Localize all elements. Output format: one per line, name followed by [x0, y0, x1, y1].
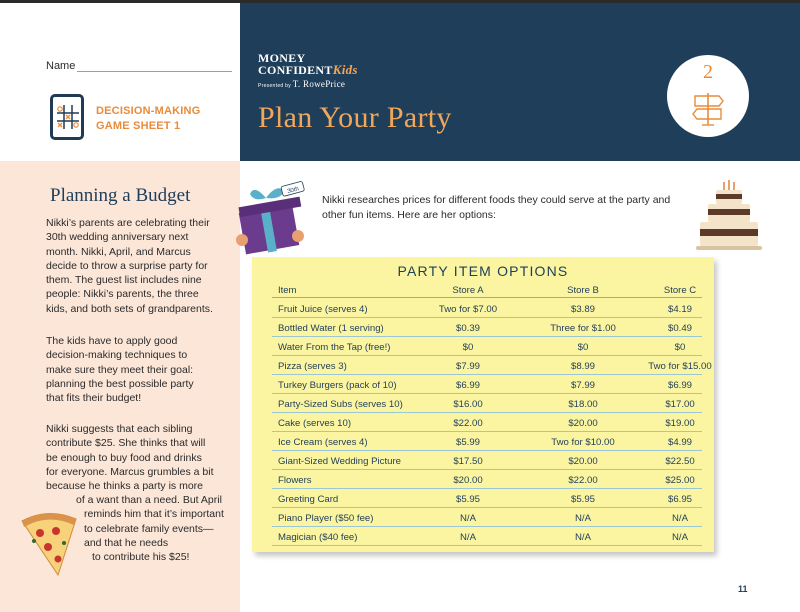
- table-row: [272, 375, 702, 394]
- cell-store-a: $5.95: [455, 494, 480, 505]
- header-store-b: Store B: [567, 285, 599, 296]
- brand-presented: [258, 79, 358, 92]
- cell-store-c: $0.49: [667, 323, 692, 334]
- cell-item: Fruit Juice (serves 4): [278, 304, 368, 315]
- game-sheet-line2: GAME SHEET 1: [96, 120, 181, 132]
- gift-tag-label: 30th: [286, 186, 300, 196]
- sidebar-title: Planning a Budget: [50, 185, 191, 206]
- cell-store-a: $17.50: [453, 456, 483, 467]
- cell-store-b: $3.89: [570, 304, 595, 315]
- pizza-slice-icon: [18, 507, 82, 579]
- text-line: them. The guest list includes nine: [46, 274, 202, 287]
- cell-store-c: $19.00: [665, 418, 695, 429]
- cell-store-a: $16.00: [453, 399, 483, 410]
- cell-store-a: $20.00: [453, 475, 483, 486]
- cell-store-b: Two for $10.00: [551, 437, 615, 448]
- wedding-cake-icon: [696, 176, 762, 252]
- table-row: [272, 356, 712, 375]
- cell-store-c: $4.19: [667, 304, 692, 315]
- table-row: [272, 413, 702, 432]
- cell-store-c: $17.00: [665, 399, 695, 410]
- game-sheet-title: [96, 104, 200, 134]
- text-line: kids, and both sets of grandparents.: [46, 302, 213, 315]
- cell-item: Giant-Sized Wedding Picture: [278, 456, 402, 467]
- cell-store-a: N/A: [460, 513, 476, 524]
- cell-store-c: $4.99: [667, 437, 692, 448]
- table-row: [272, 527, 702, 546]
- party-options-card: [252, 257, 714, 552]
- cell-store-b: N/A: [575, 532, 591, 543]
- text-line: because he thinks a party is more: [46, 480, 203, 493]
- cell-item: Bottled Water (1 serving): [278, 323, 384, 334]
- text-line: to contribute his $25!: [92, 551, 190, 564]
- table-row: [272, 432, 702, 451]
- cell-item: Party-Sized Subs (serves 10): [278, 399, 403, 410]
- sidebar-paragraph-2: [46, 334, 194, 405]
- text-line: decision-making techniques to: [46, 349, 188, 362]
- cell-store-c: $6.95: [667, 494, 692, 505]
- sidebar-paragraph-3: [46, 422, 214, 493]
- table-row: [272, 337, 702, 356]
- cell-item: Turkey Burgers (pack of 10): [278, 380, 397, 391]
- cell-store-a: Two for $7.00: [438, 304, 498, 315]
- text-line: 30th wedding anniversary next: [46, 231, 189, 244]
- text-line: planning the best possible party: [46, 377, 194, 390]
- cell-item: Water From the Tap (free!): [278, 342, 391, 353]
- table-row: [272, 318, 702, 337]
- cell-item: Cake (serves 10): [278, 418, 352, 429]
- name-field: [46, 60, 232, 72]
- text-line: of a want than a need. But April: [76, 494, 222, 506]
- header-item: Item: [278, 285, 297, 296]
- cell-item: Magician ($40 fee): [278, 532, 358, 543]
- table-row: [272, 299, 702, 318]
- text-line: that fits their budget!: [46, 392, 142, 405]
- intro-text: [322, 193, 682, 223]
- brand-logo: [258, 53, 358, 92]
- sidebar-paragraph-1: [46, 216, 213, 316]
- table-row: [272, 394, 702, 413]
- step-badge: [667, 55, 749, 137]
- cell-item: Pizza (serves 3): [278, 361, 347, 372]
- text-line: month. Nikki, April, and Marcus: [46, 245, 191, 258]
- cell-store-b: $8.99: [570, 361, 595, 372]
- cell-item: Piano Player ($50 fee): [278, 513, 374, 524]
- cell-store-b: $5.95: [570, 494, 595, 505]
- step-number: 2: [703, 61, 713, 83]
- cell-store-a: $22.00: [453, 418, 483, 429]
- cell-store-a: N/A: [460, 532, 476, 543]
- header-banner: [240, 3, 800, 161]
- text-line: The kids have to apply good: [46, 335, 178, 347]
- tic-tac-toe-icon: [50, 94, 84, 140]
- cell-store-b: N/A: [575, 513, 591, 524]
- text-line: and that he needs: [84, 536, 169, 549]
- cell-item: Greeting Card: [278, 494, 339, 505]
- cell-item: Flowers: [278, 475, 312, 486]
- cell-store-c: $25.00: [665, 475, 695, 486]
- text-line: Nikki researches prices for different foods they could serve at the party and: [322, 194, 671, 206]
- header-store-a: Store A: [452, 285, 484, 296]
- table-title: PARTY ITEM OPTIONS: [397, 263, 569, 279]
- sponsor-name: T. RowePrice: [292, 79, 346, 89]
- text-line: contribute $25. She thinks that will: [46, 437, 206, 450]
- text-line: make sure they meet their goal:: [46, 363, 194, 376]
- brand-line1: MONEY: [258, 51, 306, 65]
- table-row: [272, 470, 702, 489]
- signpost-icon: [691, 91, 725, 127]
- text-line: Nikki suggests that each sibling: [46, 423, 193, 435]
- cell-store-b: $22.00: [568, 475, 598, 486]
- cell-store-b: Three for $1.00: [550, 323, 616, 334]
- cell-store-a: $7.99: [455, 361, 480, 372]
- table-row: [272, 489, 702, 508]
- cell-store-b: $0: [577, 342, 589, 353]
- text-line: decide to throw a surprise party for: [46, 259, 208, 272]
- cell-store-c: N/A: [672, 513, 688, 524]
- table-row: [272, 451, 702, 470]
- text-line: to celebrate family events—: [84, 522, 214, 535]
- cell-store-c: $0: [674, 342, 686, 353]
- cell-store-c: $6.99: [667, 380, 692, 391]
- cell-store-a: $6.99: [455, 380, 480, 391]
- presented-by: Presented by: [258, 83, 292, 89]
- cell-store-b: $7.99: [570, 380, 595, 391]
- text-line: other fun items. Here are her options:: [322, 209, 496, 221]
- text-line: reminds him that it’s important: [84, 508, 224, 521]
- name-label: Name: [46, 60, 76, 72]
- text-line: be enough to buy food and drinks: [46, 451, 202, 464]
- text-line: people: Nikki’s parents, the three: [46, 288, 199, 301]
- page-title: Plan Your Party: [258, 101, 452, 134]
- table-header: [272, 284, 702, 298]
- text-line: Nikki’s parents are celebrating their: [46, 217, 210, 229]
- game-sheet-line1: DECISION-MAKING: [96, 105, 201, 117]
- cell-store-c: $22.50: [665, 456, 695, 467]
- cell-store-b: $20.00: [568, 418, 598, 429]
- header-store-c: Store C: [663, 285, 697, 296]
- cell-store-a: $0: [462, 342, 474, 353]
- gift-box-icon: [232, 180, 310, 258]
- name-blank-line[interactable]: [77, 62, 232, 72]
- text-line: for everyone. Marcus grumbles a bit: [46, 465, 214, 478]
- cell-store-b: $18.00: [568, 399, 598, 410]
- cell-item: Ice Cream (serves 4): [278, 437, 368, 448]
- table-row: [272, 508, 702, 527]
- brand-line2: CONFIDENT: [258, 63, 333, 77]
- cell-store-b: $20.00: [568, 456, 598, 467]
- cell-store-a: $0.39: [455, 323, 480, 334]
- page-number: 11: [738, 584, 748, 594]
- cell-store-a: $5.99: [455, 437, 480, 448]
- sidebar: [0, 161, 240, 612]
- brand-kids: Kids: [332, 62, 358, 77]
- cell-store-c: N/A: [672, 532, 688, 543]
- cell-store-c: Two for $15.00: [648, 361, 712, 372]
